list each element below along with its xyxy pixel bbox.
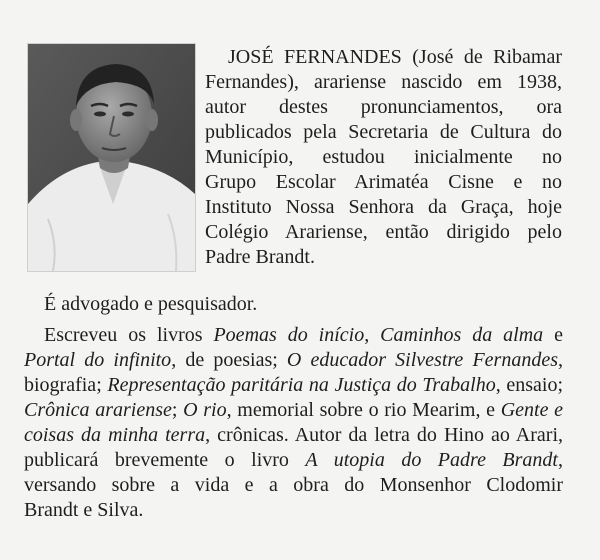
book-title: O rio bbox=[183, 399, 227, 421]
text: , bbox=[364, 324, 381, 346]
bio-line-4: publicados pela Secretaria de Cultura do bbox=[205, 121, 562, 143]
text: , crônicas. Autor da letra do Hino ao Arari, bbox=[205, 424, 564, 446]
works-line-5 bbox=[24, 423, 563, 447]
text: e bbox=[543, 324, 564, 346]
works-line-6 bbox=[24, 448, 563, 472]
text: ; bbox=[171, 399, 184, 421]
bio-line-8: Colégio Arariense, então dirigido pelo bbox=[205, 221, 562, 243]
author-name: JOSÉ FERNANDES bbox=[228, 46, 402, 68]
bio-line-1 bbox=[228, 45, 562, 69]
book-title: A utopia do Padre Brandt bbox=[305, 449, 558, 471]
book-title: Caminhos da alma bbox=[380, 324, 544, 346]
works-line-8: Brandt e Silva. bbox=[24, 499, 144, 521]
text: , bbox=[558, 349, 563, 371]
works-line-2 bbox=[24, 348, 563, 372]
works-line-1 bbox=[44, 323, 563, 347]
bio-line-9: Padre Brandt. bbox=[205, 246, 315, 268]
book-title: coisas da minha terra bbox=[24, 424, 206, 446]
text: , ensaio; bbox=[495, 374, 564, 396]
book-title: Portal do infinito bbox=[24, 349, 172, 371]
text: , memorial sobre o rio Mearim, e bbox=[226, 399, 501, 421]
bio-line-7: Instituto Nossa Senhora da Graça, hoje bbox=[205, 196, 562, 218]
text: biografia; bbox=[24, 374, 108, 396]
works-line-7: versando sobre a vida e a obra do Monsenhor Clodomir bbox=[24, 474, 563, 496]
book-title: Representação paritária na Justiça do Trabalho bbox=[107, 374, 496, 396]
text: , de poesias; bbox=[171, 349, 287, 371]
bio-line-6: Grupo Escolar Arimatéa Cisne e no bbox=[205, 171, 562, 193]
book-title: Poemas do início bbox=[213, 324, 365, 346]
paragraph-profession: É advogado e pesquisador. bbox=[44, 293, 258, 315]
bio-line-5: Município, estudou inicialmente no bbox=[205, 146, 562, 168]
bio-line-1-rest: (José de Ribamar bbox=[412, 46, 563, 68]
portrait-image bbox=[28, 44, 195, 271]
works-line-4 bbox=[24, 398, 563, 422]
book-title: Crônica arariense bbox=[24, 399, 172, 421]
works-line-3 bbox=[24, 373, 563, 397]
bio-line-2: Fernandes), arariense nascido em 1938, bbox=[205, 71, 562, 93]
bio-line-3: autor destes pronunciamentos, ora bbox=[205, 96, 562, 118]
book-title: O educador Silvestre Fernandes bbox=[286, 349, 558, 371]
author-portrait-photo bbox=[27, 43, 196, 272]
book-title: Gente e bbox=[500, 399, 563, 421]
text: Escreveu os livros bbox=[44, 324, 214, 346]
text: , bbox=[557, 449, 563, 471]
text: publicará brevemente o livro bbox=[24, 449, 306, 471]
